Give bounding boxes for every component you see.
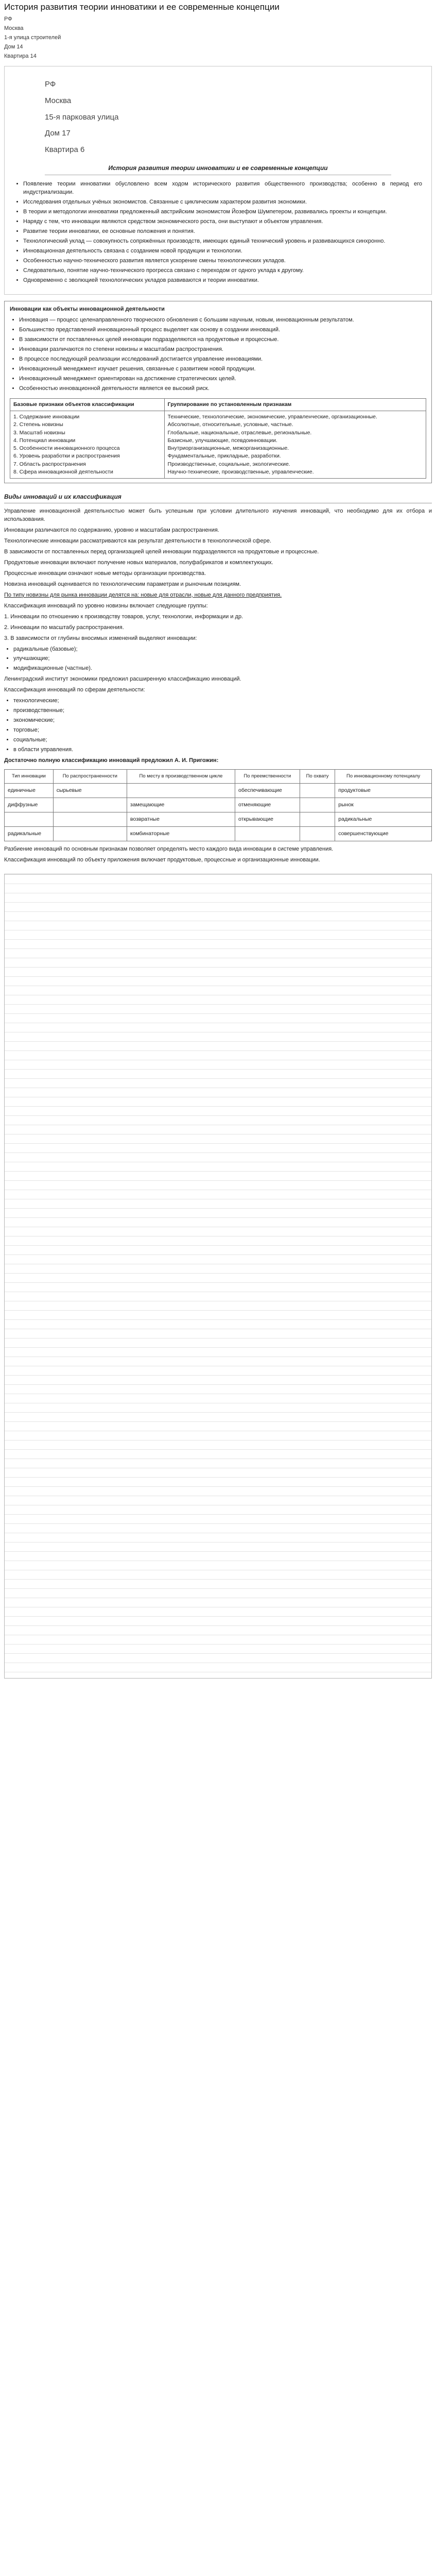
list-item: • производственные; bbox=[13, 707, 432, 715]
table-cell: отменяющие bbox=[235, 798, 300, 812]
table-row bbox=[5, 798, 432, 812]
table-header: По охвату bbox=[300, 769, 335, 783]
table-header: Базовые признаки объектов классификации bbox=[10, 398, 165, 411]
paragraph: Инновации различаются по содержанию, уровню и масштабам распространения. bbox=[4, 527, 219, 534]
table-header: Группирование по установленным признакам bbox=[164, 398, 426, 411]
table-row bbox=[5, 827, 432, 841]
table-cell: продуктовые bbox=[335, 783, 432, 798]
list-item: • Появление теории инноватики обусловлено всем ходом исторического развития общественного производства; особенно в период его индустриализации. bbox=[23, 180, 422, 197]
depth-list bbox=[4, 646, 432, 673]
table-cell: замещающие bbox=[127, 798, 235, 812]
list-item: • радикальные (базовые); bbox=[13, 646, 432, 654]
paragraph: Классификация инноваций по уровню новизны включает следующие группы: bbox=[4, 602, 208, 609]
list-item: • Инновация — процесс целенаправленного творческого обновления с большим научным, новым, инновационным результатом. bbox=[19, 316, 426, 325]
list-item: • В зависимости от поставленных целей инновации подразделяются на продуктовые и процессные. bbox=[19, 336, 426, 344]
table-row: Абсолютные, относительные, условные, частные. bbox=[167, 421, 293, 428]
table-cell bbox=[235, 827, 300, 841]
table-header: По инновационному потенциалу bbox=[335, 769, 432, 783]
list-item: • Инновационный менеджмент ориентирован на достижение стратегических целей. bbox=[19, 375, 426, 383]
list-item: • Наряду с тем, что инновации являются средством экономического роста, они выступают и объектом управления. bbox=[23, 218, 422, 226]
list-item: 2. Инновации по масштабу распространения. bbox=[4, 624, 124, 631]
table-row: 8. Сфера инновационной деятельности bbox=[13, 468, 113, 475]
article-frame bbox=[4, 66, 432, 294]
paragraph: Технологические инновации рассматриваются как результат деятельности в технологической сфере. bbox=[4, 538, 272, 545]
table-cell: радикальные bbox=[335, 812, 432, 826]
list-item: • улучшающие; bbox=[13, 655, 432, 663]
table-cell bbox=[10, 411, 165, 479]
paragraph: По типу новизны для рынка инновации делятся на: новые для отрасли, новые для данного предприятия. bbox=[4, 591, 282, 598]
list-item: • Исследования отдельных учёных экономистов. Связанные с циклическим характером развития экономики. bbox=[23, 198, 422, 207]
table-cell: диффузные bbox=[5, 798, 54, 812]
ruled-notes-area bbox=[4, 874, 432, 1679]
list-item: • Большинство представлений инновационный процесс выделяет как основу в создании инноваций. bbox=[19, 326, 426, 334]
paragraph: Продуктовые инновации включают получение новых материалов, полуфабрикатов и комплектующих. bbox=[4, 560, 273, 566]
table-cell bbox=[300, 827, 335, 841]
paragraph: Разбиение инноваций по основным признакам позволяет определять место каждого вида инновации в системе управления. bbox=[4, 846, 334, 853]
list-item: • в области управления. bbox=[13, 746, 432, 754]
table-cell: рынок bbox=[335, 798, 432, 812]
table-row: 5. Особенности инновационного процесса bbox=[13, 445, 120, 452]
innovations-bullets bbox=[10, 316, 426, 393]
meta-street: 1-я улица строителей bbox=[4, 35, 61, 41]
table-cell bbox=[164, 411, 426, 479]
paragraph: Ленинградский институт экономики предложил расширенную классификацию инноваций. bbox=[4, 676, 241, 683]
list-item: • Одновременно с эволюцией технологических укладов развиваются и теории инноватики. bbox=[23, 277, 422, 285]
meta-house: Дом 14 bbox=[4, 44, 23, 50]
meta-city: Москва bbox=[4, 25, 24, 32]
list-item: • Особенностью инновационной деятельности является ее высокий риск. bbox=[19, 385, 426, 393]
paragraph: Процессные инновации означают новые методы организации производства. bbox=[4, 570, 206, 577]
table-row: Внутриорганизационные, межорганизационные. bbox=[167, 445, 289, 452]
table-header: Тип инновации bbox=[5, 769, 54, 783]
table-row: 3. Масштаб новизны bbox=[13, 429, 65, 436]
document-header bbox=[0, 0, 436, 61]
paragraph: Достаточно полную классификацию инноваций предложил А. И. Пригожин: bbox=[4, 757, 219, 764]
table-row: 4. Потенциал инновации bbox=[13, 437, 76, 444]
address-city: Москва bbox=[45, 96, 72, 105]
paragraph: Управление инновационной деятельностью может быть успешным при условии длительного изучения инноваций, что необходимо для их отбора и использования. bbox=[4, 508, 432, 523]
table-cell bbox=[300, 783, 335, 798]
paragraph: Классификация инноваций по сферам деятельности: bbox=[4, 687, 145, 693]
table-cell bbox=[53, 798, 127, 812]
table-cell bbox=[300, 798, 335, 812]
table-row: Технические, технологические, экономические, управленческие, организационные. bbox=[167, 414, 377, 420]
paragraph: Классификация инноваций по объекту приложения включает продуктовые, процессные и организационные инновации. bbox=[4, 857, 320, 863]
table-cell bbox=[53, 812, 127, 826]
list-item: • В теории и методологии инноватики предложенный австрийским экономистом Йозефом Шумпетером, развивались проекты и концепции. bbox=[23, 208, 422, 216]
meta-apartment: Квартира 14 bbox=[4, 53, 37, 60]
address-apartment: Квартира 6 bbox=[45, 145, 85, 155]
meta-country: РФ bbox=[4, 16, 12, 23]
list-item: • торговые; bbox=[13, 726, 432, 735]
table-cell: комбинаторные bbox=[127, 827, 235, 841]
list-item: • Развитие теории инноватики, ее основные положения и понятия. bbox=[23, 228, 422, 236]
document-title: История развития теории инноватики и ее современные концепции bbox=[4, 2, 280, 12]
types-section-title: Виды инноваций и их классификация bbox=[4, 493, 432, 503]
list-item: • модификационные (частные). bbox=[13, 665, 432, 673]
types-section bbox=[4, 507, 432, 765]
table-row: Научно-технические, производственные, управленческие. bbox=[167, 468, 314, 475]
paragraph: Новизна инноваций оценивается по технологическим параметрам и рыночным позициям. bbox=[4, 581, 241, 587]
table-header: По месту в производственном цикле bbox=[127, 769, 235, 783]
list-item: • технологические; bbox=[13, 697, 432, 705]
table-row: 2. Степень новизны bbox=[13, 421, 63, 428]
list-item: • Особенностью научно-технического развития является ускорение смены технологических укладов. bbox=[23, 257, 422, 265]
table-header: По распространенности bbox=[53, 769, 127, 783]
list-item: • В процессе последующей реализации исследований достигается управление инновациями. bbox=[19, 355, 426, 364]
prigozhin-table bbox=[4, 769, 432, 842]
table-row: Базисные, улучшающие, псевдоинновации. bbox=[167, 437, 277, 444]
sphere-list bbox=[4, 697, 432, 754]
list-item: • Инновационный менеджмент изучает решения, связанные с развитием новой продукции. bbox=[19, 365, 426, 374]
table-row: 6. Уровень разработки и распространения bbox=[13, 453, 120, 460]
list-item: • Следовательно, понятие научно-технического прогресса связано с переходом от одного уклада к другому. bbox=[23, 267, 422, 275]
address-street: 15-я парковая улица bbox=[45, 112, 119, 122]
table-header: По преемственности bbox=[235, 769, 300, 783]
table-cell: обеспечивающие bbox=[235, 783, 300, 798]
table-row: 1. Содержание инновации bbox=[13, 414, 80, 420]
table-row: Фундаментальные, прикладные, разработки. bbox=[167, 453, 281, 460]
table-cell: сырьевые bbox=[53, 783, 127, 798]
table-row bbox=[5, 812, 432, 826]
table-row bbox=[5, 783, 432, 798]
table-cell bbox=[127, 783, 235, 798]
address-block bbox=[14, 79, 422, 156]
paragraph: В зависимости от поставленных перед организацией целей инновации подразделяются на продуктовые и процессные. bbox=[4, 549, 319, 555]
table-cell: возвратные bbox=[127, 812, 235, 826]
table-cell bbox=[300, 812, 335, 826]
list-item: • Инновационная деятельность связана с созданием новой продукции и технологии. bbox=[23, 247, 422, 256]
table-row: Глобальные, национальные, отраслевые, региональные. bbox=[167, 429, 312, 436]
matrix-notes bbox=[4, 845, 432, 865]
innovations-box bbox=[4, 301, 432, 483]
list-item: • Инновации различаются по степени новизны и масштабам распространения. bbox=[19, 346, 426, 354]
address-country: РФ bbox=[45, 80, 56, 89]
address-house: Дом 17 bbox=[45, 129, 71, 138]
classification-table bbox=[10, 398, 426, 479]
table-cell: открывающие bbox=[235, 812, 300, 826]
table-cell: единичные bbox=[5, 783, 54, 798]
table-cell: радикальные bbox=[5, 827, 54, 841]
table-cell bbox=[5, 812, 54, 826]
list-item: • экономические; bbox=[13, 717, 432, 725]
table-row: Производственные, социальные, экологические. bbox=[167, 461, 290, 467]
list-item: • Технологический уклад — совокупность сопряжённых производств, имеющих единый технический уровень и развивающихся синхронно. bbox=[23, 238, 422, 246]
table-cell: совершенствующие bbox=[335, 827, 432, 841]
list-item: 3. В зависимости от глубины вносимых изменений выделяют инновации: bbox=[4, 635, 197, 641]
table-row: 7. Область распространения bbox=[13, 461, 86, 467]
list-item: 1. Инновации по отношению к производству товаров, услуг, технологии, информации и др. bbox=[4, 613, 243, 620]
list-item: • социальные; bbox=[13, 736, 432, 744]
article-bullets bbox=[14, 180, 422, 284]
article-title: История развития теории инноватики и ее современные концепции bbox=[45, 164, 391, 175]
table-cell bbox=[53, 827, 127, 841]
innovations-box-title: Инновации как объекты инновационной деятельности bbox=[10, 306, 165, 312]
